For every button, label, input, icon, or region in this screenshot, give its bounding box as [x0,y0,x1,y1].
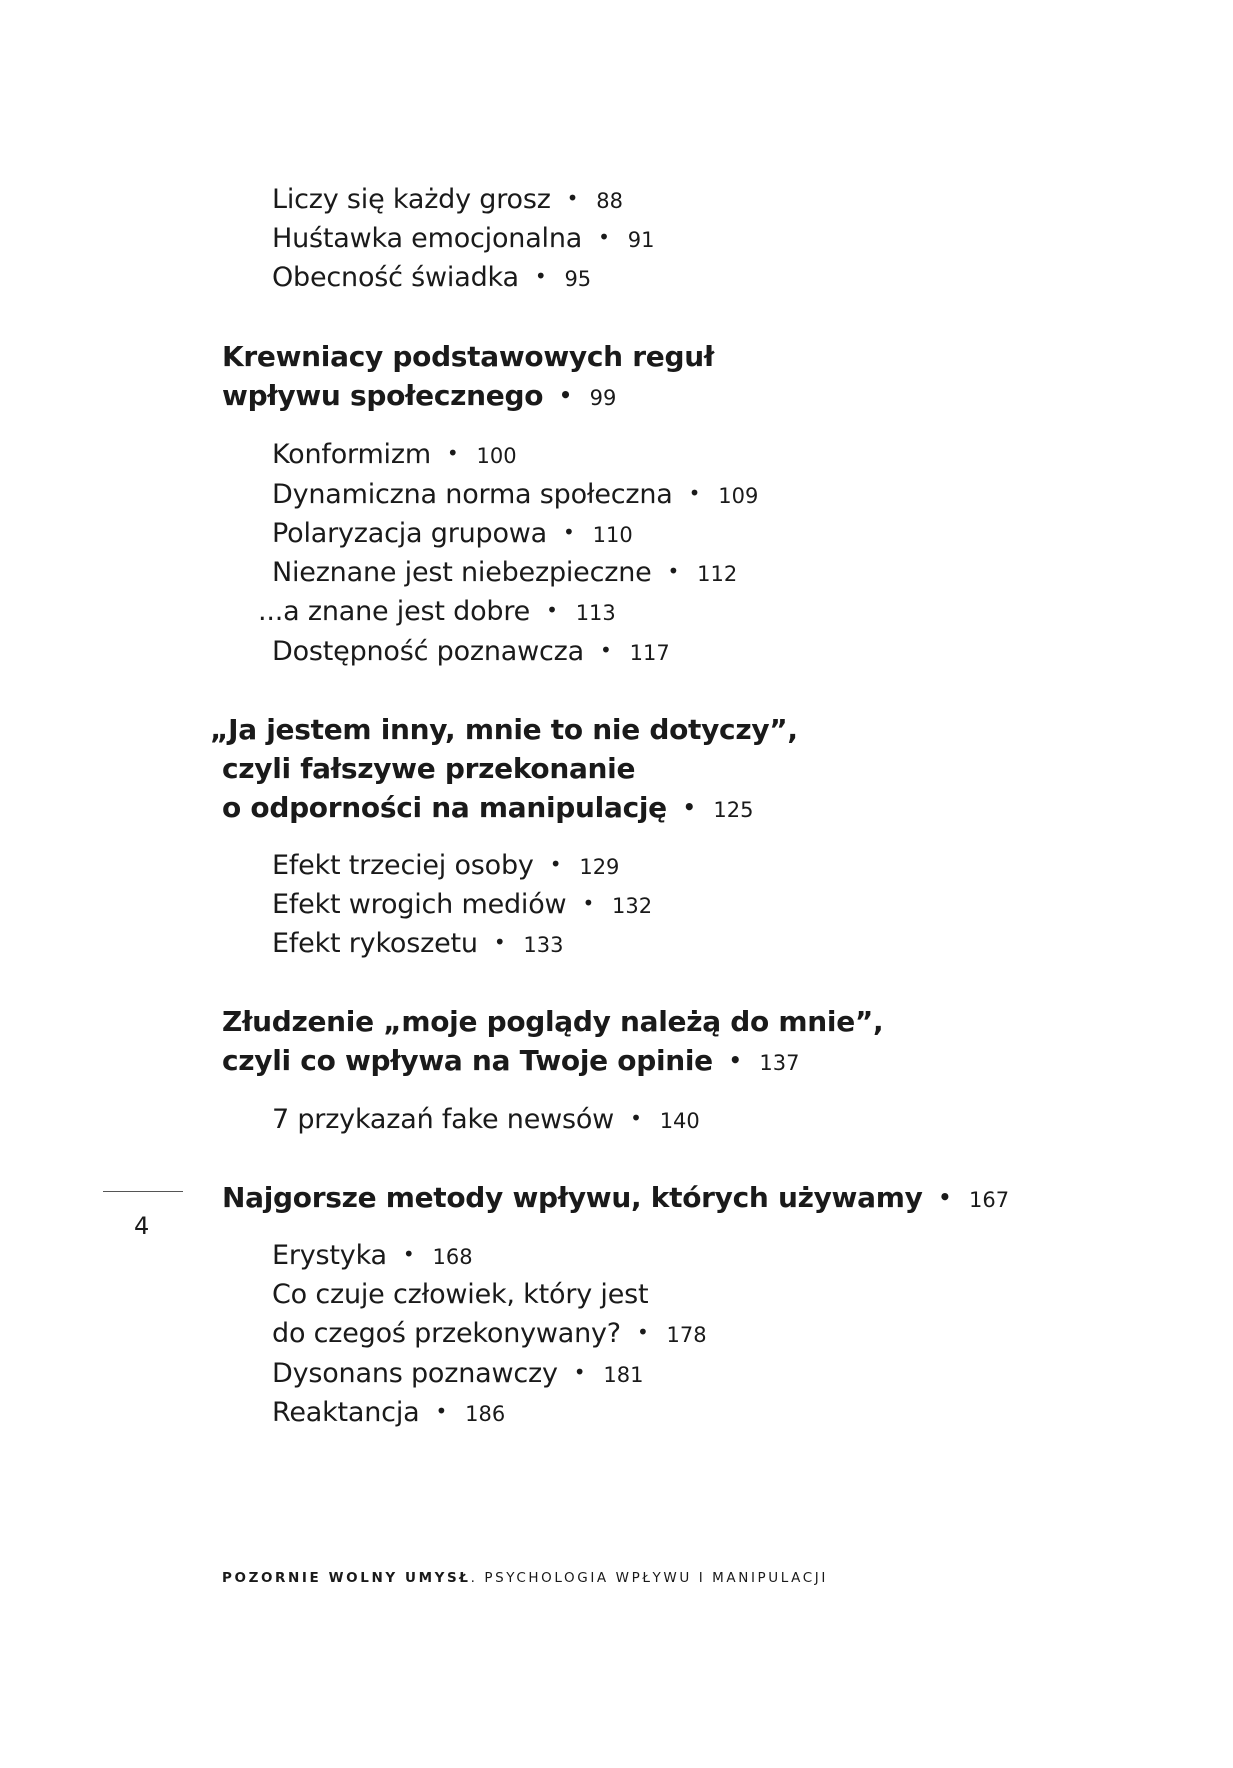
toc-entry [272,852,619,879]
toc-entry [272,638,670,665]
toc-entry-title: Polaryzacja grupowa [272,518,547,549]
toc-entry [258,598,616,625]
toc-entry-title: Dostępność poznawcza [272,636,584,667]
footer-separator: . [470,1570,478,1586]
toc-entry-page: 113 [575,601,616,625]
toc-chapter-page: 167 [969,1188,1010,1212]
running-footer [222,1570,828,1586]
bullet-separator: • [546,598,558,622]
footer-book-title: POZORNIE WOLNY UMYSŁ [222,1570,471,1586]
toc-entry [272,1106,700,1133]
toc-entry-title: Efekt trzeciej osoby [272,850,534,881]
bullet-separator: • [938,1185,952,1209]
toc-chapter-title: Złudzenie „moje poglądy należą do mnie”, [222,1005,884,1038]
toc-entry-title: Efekt rykoszetu [272,928,478,959]
toc-entry-page: 181 [603,1363,644,1387]
bullet-separator: • [534,264,547,288]
toc-chapter-title: czyli co wpływa na Twoje opinie [222,1044,713,1077]
toc-entry-page: 132 [612,894,653,918]
toc-chapter-title: „Ja jestem inny, mnie to nie dotyczy”, [210,713,798,746]
toc-chapter-title: Krewniacy podstawowych reguł [222,340,714,373]
toc-entry [272,891,652,918]
toc-chapter [222,1005,884,1038]
toc-entry-title: Huśtawka emocjonalna [272,223,583,254]
bullet-separator: • [402,1242,415,1266]
folio-rule [103,1191,183,1192]
toc-entry-page: 140 [659,1109,700,1133]
toc-entry [272,441,517,468]
toc-entry [272,1320,707,1347]
toc-entry [272,481,758,508]
toc-entry-page: 168 [432,1245,473,1269]
toc-entry-title: Dysonans poznawczy [272,1358,558,1389]
bullet-separator: • [728,1048,742,1072]
toc-entry [272,1281,648,1308]
toc-entry-page: 178 [666,1323,707,1347]
toc-chapter-page: 137 [759,1051,800,1075]
toc-chapter [222,340,714,373]
bullet-separator: • [493,930,506,954]
toc-entry-page: 109 [718,484,759,508]
toc-entry-page: 117 [629,641,670,665]
toc-entry [272,1360,643,1387]
toc-chapter-page: 99 [589,386,617,410]
toc-chapter [222,379,617,412]
toc-entry-page: 88 [596,189,624,213]
page-number: 4 [134,1212,150,1240]
toc-entry [272,186,623,213]
toc-entry-title: ...a znane jest dobre [258,596,531,627]
bullet-separator: • [559,383,572,407]
bullet-separator: • [573,1360,586,1384]
toc-entry [272,264,591,291]
footer-subtitle: PSYCHOLOGIA WPŁYWU I MANIPULACJI [477,1570,828,1586]
toc-entry-title: Liczy się każdy grosz [272,184,551,215]
toc-chapter [222,752,636,785]
toc-chapter [222,791,754,824]
toc-entry [272,225,654,252]
toc-chapter-title: wpływu społecznego [222,379,544,412]
bullet-separator: • [582,891,595,915]
toc-entry-title: 7 przykazań fake newsów [272,1104,615,1135]
toc-entry-page: 112 [697,562,738,586]
bullet-separator: • [566,186,579,210]
toc-entry-page: 100 [476,444,517,468]
bullet-separator: • [636,1320,649,1344]
toc-entry-page: 91 [627,228,655,252]
toc-entry-title: Reaktancja [272,1397,420,1428]
toc-entry-title: Dynamiczna norma społeczna [272,479,673,510]
toc-entry-title: Co czuje człowiek, który jest [272,1279,649,1310]
toc-chapter-title: Najgorsze metody wpływu, których używamy [222,1181,923,1214]
bullet-separator: • [435,1399,448,1423]
toc-entry-page: 95 [564,267,592,291]
toc-entry-title: Erystyka [272,1240,387,1271]
toc-entry-title: Efekt wrogich mediów [272,889,567,920]
bullet-separator: • [446,441,459,465]
bullet-separator: • [549,852,562,876]
toc-entry [272,1242,473,1269]
bullet-separator: • [682,795,696,819]
bullet-separator: • [563,520,575,544]
bullet-separator: • [688,481,701,505]
toc-entry-title: Obecność świadka [272,262,519,293]
toc-entry-page: 186 [465,1402,506,1426]
bullet-separator: • [598,225,610,249]
toc-chapter [222,1044,800,1077]
toc-entry [272,1399,505,1426]
toc-entry-title: Konformizm [272,439,431,470]
bullet-separator: • [599,638,612,662]
toc-entry [272,930,564,957]
toc-chapter-page: 125 [713,798,754,822]
toc-entry-page: 110 [592,523,633,547]
toc-entry-page: 133 [523,933,564,957]
bullet-separator: • [630,1106,642,1130]
bullet-separator: • [667,559,680,583]
toc-chapter-title: czyli fałszywe przekonanie [222,752,636,785]
toc-entry-title: Nieznane jest niebezpieczne [272,557,652,588]
toc-chapter [210,713,798,746]
toc-entry [272,520,633,547]
toc-entry-title: do czegoś przekonywany? [272,1318,621,1349]
toc-entry [272,559,737,586]
toc-chapter-title: o odporności na manipulację [222,791,667,824]
toc-entry-page: 129 [579,855,620,879]
toc-chapter [222,1181,1010,1214]
